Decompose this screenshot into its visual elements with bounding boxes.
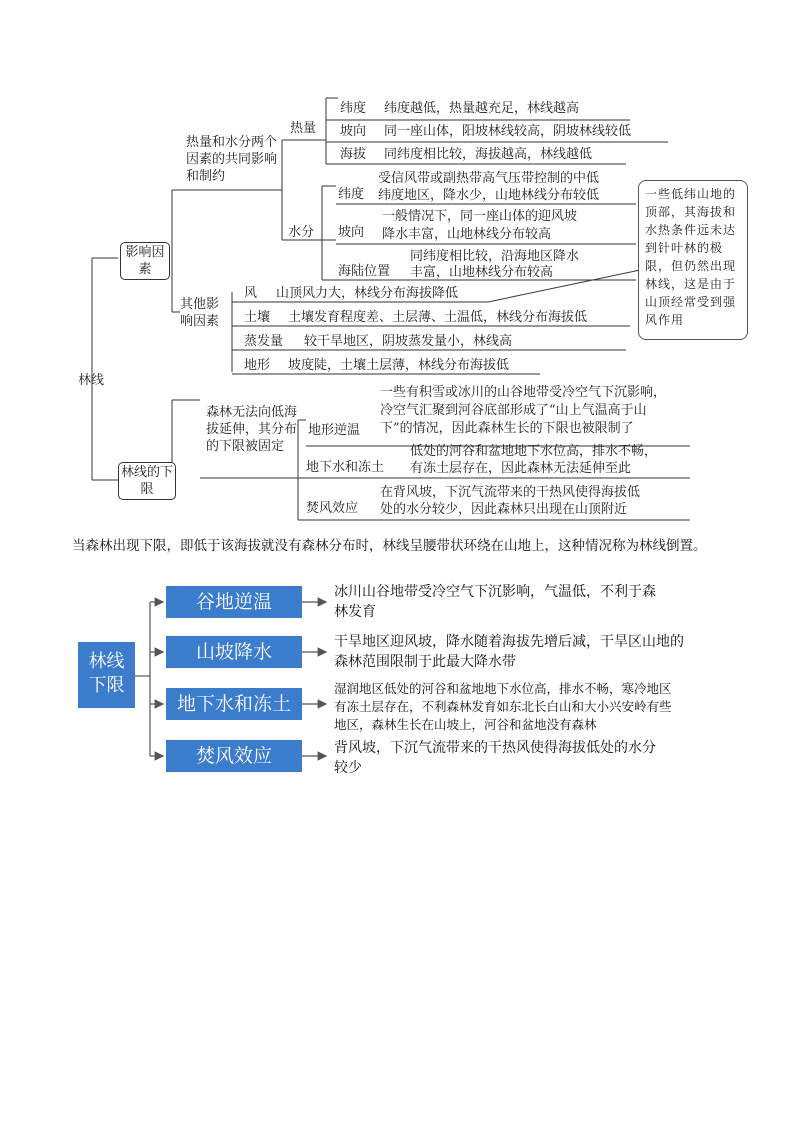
heat-item-text: 同纬度相比较，海拔越高，林线越低	[384, 147, 593, 162]
water-label: 水分	[288, 225, 315, 240]
factors-box: 影响因素	[120, 242, 170, 280]
lower-item-box: 谷地逆温	[166, 586, 302, 618]
heat-item-name: 海拔	[340, 147, 367, 162]
other-factors-lead: 其他影响因素	[180, 297, 220, 329]
water-item-text: 降水丰富，山地林线分布较高	[382, 227, 552, 242]
water-item-name: 海陆位置	[338, 264, 391, 279]
lower-item-box: 地下水和冻土	[166, 688, 302, 720]
heat-label: 热量	[290, 121, 317, 136]
lower-root-box	[78, 642, 135, 708]
lower-limit-item-name: 焚风效应	[306, 501, 359, 516]
lower-item-box: 焚风效应	[166, 740, 302, 772]
other-item-name: 土壤	[244, 310, 271, 325]
lower-item-desc	[334, 632, 684, 672]
lower-limit-item-text: 冷空气汇聚到河谷底部形成了“山上气温高于山	[380, 403, 647, 418]
heat-item-text: 纬度越低，热量越充足，林线越高	[384, 101, 580, 116]
other-item-name: 地形	[244, 358, 271, 373]
lower-limit-item-name: 地下水和冻土	[306, 460, 385, 475]
lower-item-desc-line: 地区，森林生长在山坡上，河谷和盆地没有森林	[334, 717, 597, 732]
lower-limit-item-text: 处的水分较少，因此森林只出现在山顶附近	[380, 502, 628, 517]
heat-item-name: 坡向	[340, 124, 367, 139]
forest-line-mind-map	[0, 0, 800, 530]
water-item-text: 一般情况下，同一座山体的迎风坡	[382, 209, 578, 224]
lower-item-desc	[334, 680, 672, 734]
water-item-text: 同纬度相比较，沿海地区降水	[410, 249, 580, 264]
lower-root-line: 下限	[88, 675, 125, 696]
other-item-name: 风	[244, 286, 258, 301]
lower-item-desc-line: 背风坡，下沉气流带来的干热风使得海拔低处的水分	[334, 740, 656, 756]
lower-item-desc-line: 林发育	[334, 604, 376, 620]
lower-limit-item-text: 下”的情况，因此森林生长的下限也被限制了	[380, 421, 634, 436]
lower-limit-item-name: 地形逆温	[308, 423, 361, 438]
water-item-name: 纬度	[338, 187, 365, 202]
lower-item-desc-line: 有冻土层存在，不利森林发育如东北长白山和大小兴安岭有些	[334, 699, 672, 714]
lower-limit-diagram	[0, 580, 800, 780]
lower-limit-lead: 森林无法向低海拔延伸，其分布的下限被固定	[206, 405, 298, 454]
lower-item-desc	[334, 738, 656, 778]
lower-limit-box: 林线的下限	[118, 462, 176, 500]
other-item-text: 土壤发育程度差、土层薄、土温低，林线分布海拔低	[288, 310, 588, 325]
lower-root-line: 林线	[88, 651, 125, 672]
lower-limit-item-text: 在背风坡，下沉气流带来的干热风使得海拔低	[380, 485, 641, 500]
lower-item-desc-line: 冰川山谷地带受冷空气下沉影响，气温低，不利于森	[334, 584, 656, 600]
lower-limit-item-text: 低处的河谷和盆地地下水位高，排水不畅，	[410, 444, 658, 459]
water-item-text: 纬度地区，降水少，山地林线分布较低	[378, 188, 600, 203]
root-label: 林线	[78, 373, 105, 388]
lower-item-desc-line: 湿润地区低处的河谷和盆地地下水位高，排水不畅，寒冷地区	[334, 681, 672, 696]
lower-item-desc-line: 森林范围限制于此最大降水带	[334, 654, 516, 670]
lower-item-box: 山坡降水	[166, 636, 302, 668]
lower-item-desc-line: 较少	[334, 760, 362, 776]
other-item-name: 蒸发量	[244, 334, 284, 349]
heat-water-lead: 热量和水分两个因素的共同影响和制约	[186, 135, 278, 184]
lower-item-desc-line: 干旱地区迎风坡，降水随着海拔先增后减，干旱区山地的	[334, 634, 684, 650]
water-item-name: 坡向	[338, 225, 365, 240]
other-item-text: 山顶风力大，林线分布海拔降低	[276, 286, 459, 301]
lower-limit-item-text: 一些有积雪或冰川的山谷地带受冷空气下沉影响，	[380, 385, 667, 400]
lower-limit-item-text: 有冻土层存在，因此森林无法延伸至此	[410, 461, 632, 476]
other-item-text: 较干旱地区，阴坡蒸发量小，林线高	[304, 334, 513, 349]
inversion-intro-paragraph: 当森林出现下限，即低于该海拔就没有森林分布时，林线呈腰带状环绕在山地上，这种情况称为林线倒置。	[72, 538, 707, 554]
water-item-text: 丰富，山地林线分布较高	[410, 265, 554, 280]
lower-item-desc	[334, 582, 656, 622]
strong-wind-note-bubble: 一些低纬山地的顶部，其海拔和水热条件远未达到针叶林的极限，但仍然出现林线，这是由于山顶经常受到强风作用	[638, 180, 748, 340]
water-item-text: 受信风带或副热带高气压带控制的中低	[378, 171, 600, 186]
heat-item-name: 纬度	[340, 101, 367, 116]
other-item-text: 坡度陡，土壤土层薄，林线分布海拔低	[288, 358, 510, 373]
heat-item-text: 同一座山体，阳坡林线较高，阴坡林线较低	[384, 124, 632, 139]
